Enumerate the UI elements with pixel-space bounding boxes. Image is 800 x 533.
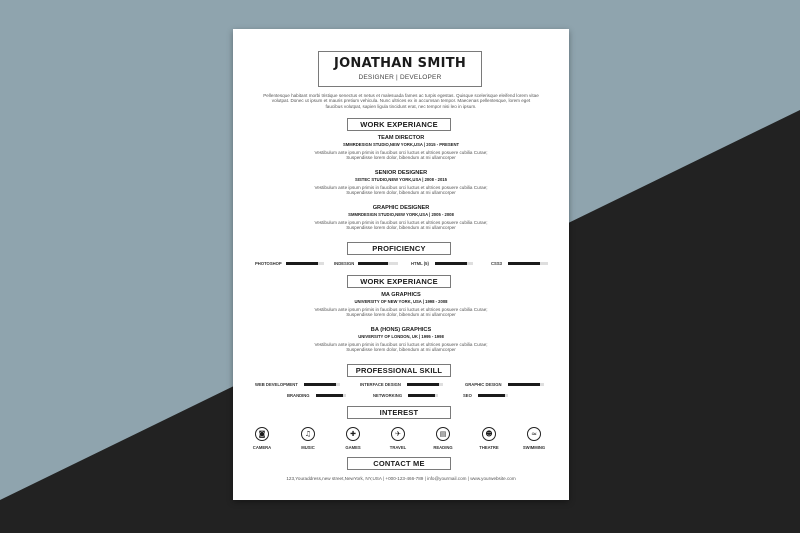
proficiency-item: [334, 260, 398, 266]
skill-item: [287, 392, 346, 398]
proficiency-bar-fill: [508, 262, 540, 265]
proficiency-bar: [286, 262, 324, 265]
skill-label: BRANDING: [287, 392, 310, 398]
proficiency-item: [255, 260, 324, 266]
proficiency-label: PHOTOSHOP: [255, 260, 282, 266]
interest-item: [472, 427, 506, 450]
skill-bar: [508, 383, 544, 386]
person-role: DESIGNER | DEVELOPER: [358, 74, 442, 81]
proficiency-label: CSS3: [491, 260, 502, 266]
interest-label: GAMES: [345, 445, 361, 450]
entry-title: SENIOR DESIGNER: [374, 170, 428, 176]
skill-item: [465, 381, 544, 387]
skill-bar-fill: [407, 383, 439, 386]
theatre-mask-icon: ☻: [482, 427, 496, 441]
entry-description: Vestibulum ante ipsum primis in faucibus orci luctus et ultrices posuere cubilia Curae; Suspendisse lorem dolor, bibendum at mi ullamcorper: [314, 342, 488, 353]
section-professional-skill: PROFESSIONAL SKILL: [347, 364, 451, 377]
proficiency-bar-fill: [286, 262, 318, 265]
entry-title: TEAM DIRECTOR: [377, 135, 425, 141]
proficiency-bar-fill: [435, 262, 467, 265]
skill-bar: [407, 383, 443, 386]
interest-item: [426, 427, 460, 450]
interest-item: [291, 427, 325, 450]
contact-line: 123,Youraddress,new street,NewYork, NY,USA | +000-123-466-789 | info@yourmail.com | www.yourwebsite.com: [286, 476, 516, 481]
headphones-icon: ♫: [301, 427, 315, 441]
person-name: JONATHAN SMITH: [333, 56, 467, 71]
proficiency-item: [411, 260, 473, 266]
skill-item: [463, 392, 508, 398]
skill-label: GRAPHIC DESIGN: [465, 381, 502, 387]
interest-label: SWIMMING: [522, 445, 546, 450]
proficiency-bar-fill: [358, 262, 388, 265]
entry-description: Vestibulum ante ipsum primis in faucibus orci luctus et ultrices posuere cubilia Curae; Suspendisse lorem dolor, bibendum at mi ullamcorper: [314, 307, 488, 318]
experience-entry: [263, 170, 539, 195]
camera-icon: ◙: [255, 427, 269, 441]
section-work-experience: WORK EXPERIANCE: [347, 118, 451, 131]
entry-title: GRAPHIC DESIGNER: [372, 205, 430, 211]
proficiency-label: INDESIGN: [334, 260, 355, 266]
interest-label: MUSIC: [301, 445, 315, 450]
skill-bar-fill: [304, 383, 336, 386]
intro-text: Pellentesque habitant morbi tristique senectus et netus et malesuada fames ac turpis egestas. Quisque scelerisque eleifend lorem vitae volutpat. Donec ut ipsum et mauris pretium vehicula. Nunc ultrices ex in accumsan tempor. Maecenas pellentesque, lorem eget faucibus volutpat, sapien ligula tincidunt erat, nec tempor nisi leo in ipsum.: [263, 93, 539, 109]
proficiency-bar: [358, 262, 398, 265]
entry-description: Vestibulum ante ipsum primis in faucibus orci luctus et ultrices posuere cubilia Curae; Suspendisse lorem dolor, bibendum at mi ullamcorper: [314, 185, 488, 196]
skill-item: [255, 381, 340, 387]
entry-subtitle: UNIVERSITY OF NEW YORK, USA | 1998 - 2008: [354, 299, 448, 304]
skill-bar-fill: [316, 394, 343, 397]
interest-label: CAMERA: [252, 445, 272, 450]
section-proficiency: PROFICIENCY: [347, 242, 451, 255]
proficiency-label: HTML (5): [411, 260, 429, 266]
entry-subtitle: UNIVERSITY OF LONDON, UK | 1995 - 1998: [358, 334, 444, 339]
swimmer-icon: ≈: [527, 427, 541, 441]
entry-subtitle: SMMRDESIGN STUDIO,NEW YORK,USA | 2015 - PRESENT: [342, 142, 460, 147]
interest-item: [336, 427, 370, 450]
interest-label: READING: [433, 445, 453, 450]
proficiency-bar: [435, 262, 473, 265]
experience-entry: [263, 205, 539, 230]
gamepad-icon: ✚: [346, 427, 360, 441]
interest-item: [245, 427, 279, 450]
proficiency-item: [491, 260, 548, 266]
skill-item: [373, 392, 438, 398]
proficiency-bar: [508, 262, 548, 265]
skill-item: [360, 381, 443, 387]
skill-label: INTERFACE DESIGN: [360, 381, 401, 387]
skill-bar: [304, 383, 340, 386]
skill-label: WEB DEVELOPMENT: [255, 381, 298, 387]
education-entry: [263, 292, 539, 317]
book-icon: ▤: [436, 427, 450, 441]
interest-item: [381, 427, 415, 450]
interest-label: TRAVEL: [389, 445, 407, 450]
education-entry: [263, 327, 539, 352]
skill-bar-fill: [478, 394, 505, 397]
entry-subtitle: SMMRDESIGN STUDIO,NEW YORK,USA | 2005 - 2008: [348, 212, 454, 217]
name-block: [318, 51, 482, 87]
section-education: WORK EXPERIANCE: [347, 275, 451, 288]
airplane-icon: ✈: [391, 427, 405, 441]
skill-bar-fill: [408, 394, 435, 397]
skill-bar: [316, 394, 346, 397]
experience-entry: [263, 135, 539, 160]
section-interest: INTEREST: [347, 406, 451, 419]
skill-bar: [478, 394, 508, 397]
interest-item: [517, 427, 551, 450]
interest-label: THEATRE: [479, 445, 499, 450]
entry-title: BA (HONS) GRAPHICS: [370, 327, 432, 333]
skill-label: NETWORKING: [373, 392, 403, 398]
section-contact: CONTACT ME: [347, 457, 451, 470]
skill-bar: [408, 394, 438, 397]
entry-title: MA GRAPHICS: [381, 292, 421, 298]
entry-description: Vestibulum ante ipsum primis in faucibus orci luctus et ultrices posuere cubilia Curae; Suspendisse lorem dolor, bibendum at mi ullamcorper: [314, 150, 488, 161]
resume-page: [233, 29, 569, 500]
entry-subtitle: SISTEC STUDIO,NEW YORK,USA | 2008 - 2015: [355, 177, 447, 182]
skill-label: SEO: [463, 392, 472, 398]
entry-description: Vestibulum ante ipsum primis in faucibus orci luctus et ultrices posuere cubilia Curae; Suspendisse lorem dolor, bibendum at mi ullamcorper: [314, 220, 488, 231]
skill-bar-fill: [508, 383, 540, 386]
